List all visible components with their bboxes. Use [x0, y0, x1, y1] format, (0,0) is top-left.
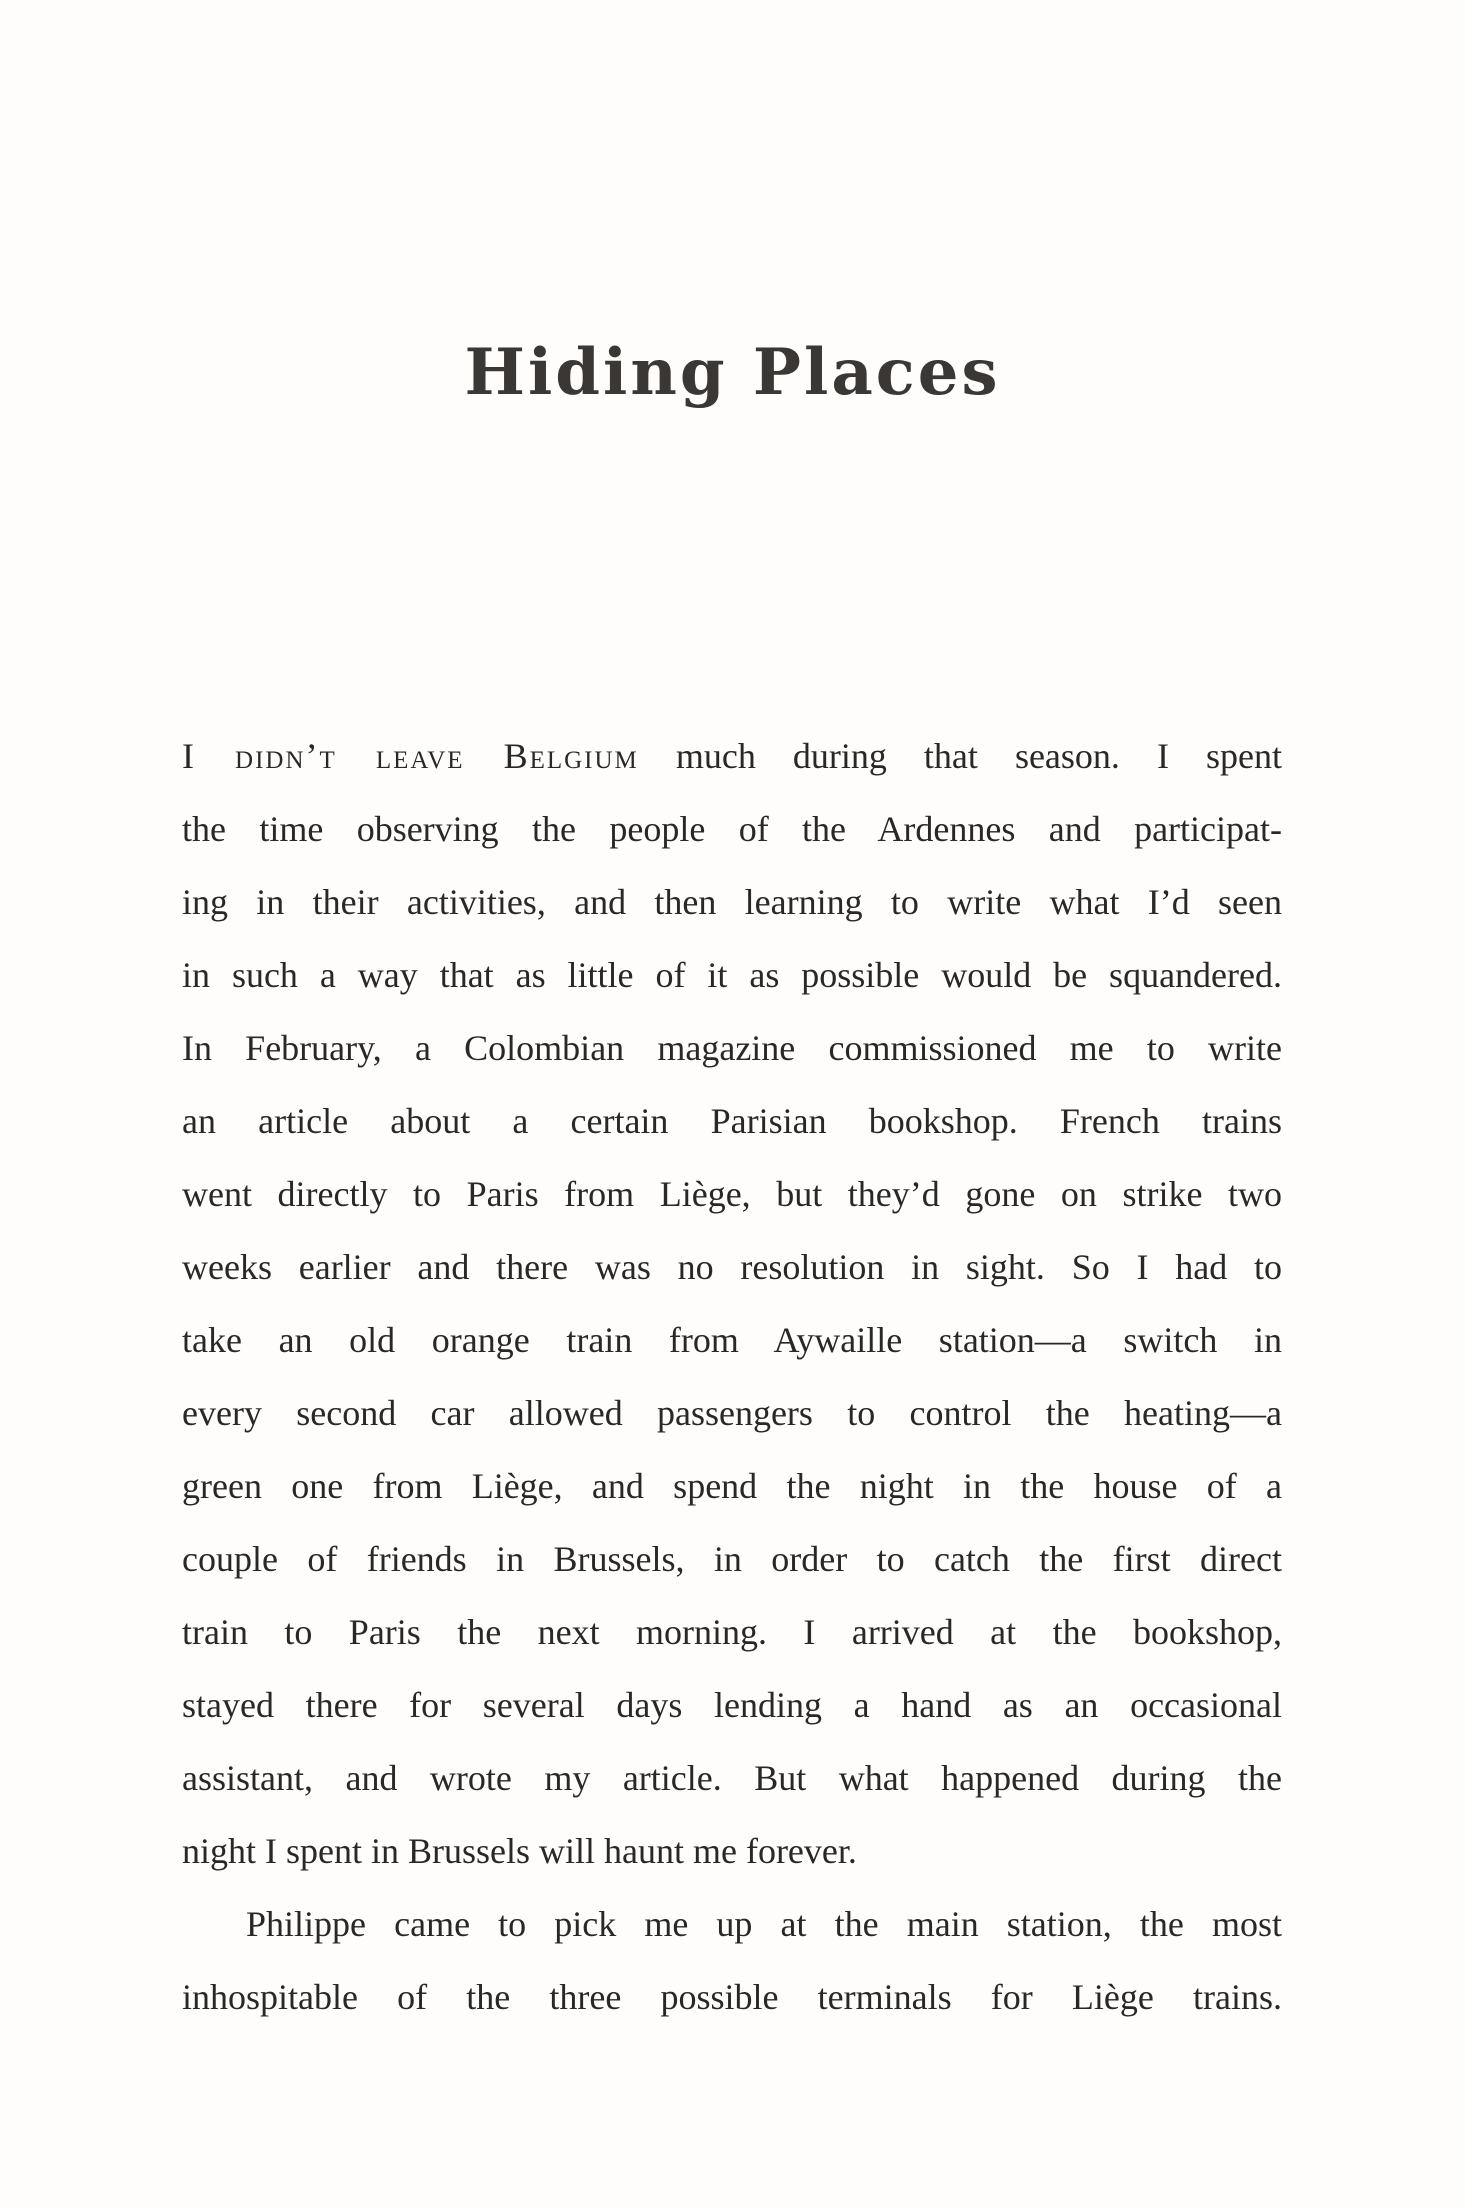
paragraph-1-line: take an old orange train from Aywaille station—a switch in	[182, 1320, 1282, 1360]
paragraph-1-line: green one from Liège, and spend the night in the house of a	[182, 1466, 1282, 1506]
chapter-body	[182, 720, 1282, 2034]
paragraph-2-line: inhospitable of the three possible terminals for Liège trains.	[182, 1977, 1282, 2017]
small-caps-lead-in: I didn’t leave Belgium	[182, 736, 639, 776]
paragraph-1-line: in such a way that as little of it as possible would be squandered.	[182, 955, 1282, 995]
paragraph-1-line: went directly to Paris from Liège, but they’d gone on strike two	[182, 1174, 1282, 1214]
paragraph-1-line-1	[182, 720, 1282, 793]
paragraph-1-line: the time observing the people of the Ardennes and participat-	[182, 809, 1282, 849]
paragraph-2-line: Philippe came to pick me up at the main station, the most	[246, 1904, 1282, 1944]
paragraph-1-line: stayed there for several days lending a hand as an occasional	[182, 1685, 1282, 1725]
paragraph-1-line: train to Paris the next morning. I arrived at the bookshop,	[182, 1612, 1282, 1652]
paragraph-1-last-line: night I spent in Brussels will haunt me forever.	[182, 1831, 857, 1871]
paragraph-1-line: In February, a Colombian magazine commissioned me to write	[182, 1028, 1282, 1068]
paragraph-1-line: every second car allowed passengers to control the heating—a	[182, 1393, 1282, 1433]
first-line-rest: much during that season. I spent	[638, 736, 1282, 776]
paragraph-1-line: ing in their activities, and then learning to write what I’d seen	[182, 882, 1282, 922]
paragraph-1-line: an article about a certain Parisian bookshop. French trains	[182, 1101, 1282, 1141]
paragraph-1-line: couple of friends in Brussels, in order to catch the first direct	[182, 1539, 1282, 1579]
paragraph-1-line: weeks earlier and there was no resolution in sight. So I had to	[182, 1247, 1282, 1287]
chapter-title: Hiding Places	[464, 335, 1001, 410]
paragraph-1-line: assistant, and wrote my article. But what happened during the	[182, 1758, 1282, 1798]
